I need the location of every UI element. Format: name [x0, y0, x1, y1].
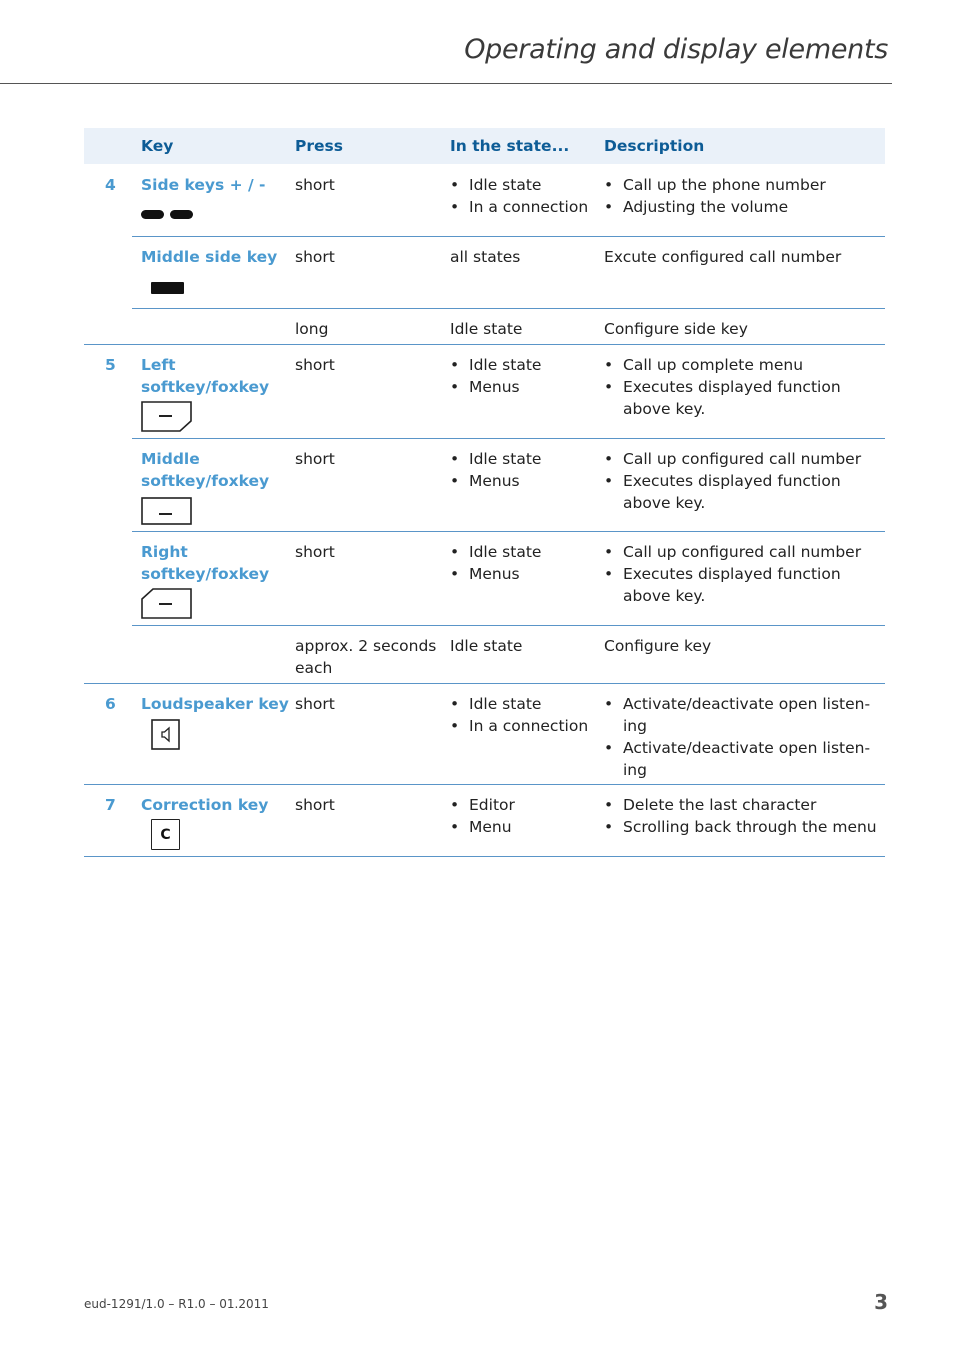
row-number: 5	[105, 356, 116, 374]
state-item: • Idle state	[450, 693, 600, 715]
press-type: approx. 2 seconds each	[295, 637, 437, 677]
description-list	[604, 354, 844, 420]
header-key: Key	[141, 137, 174, 155]
table-row	[84, 344, 885, 438]
state-list	[450, 448, 600, 492]
state-text: Idle state	[450, 637, 523, 655]
description-list	[604, 794, 884, 838]
loudspeaker-icon	[151, 719, 180, 750]
description-text: Configure side key	[604, 320, 748, 338]
table-row	[84, 236, 885, 308]
header-description: Description	[604, 137, 705, 155]
description-list	[604, 541, 874, 607]
state-text: Idle state	[450, 320, 523, 338]
state-item: • Idle state	[450, 174, 600, 196]
table-bottom-rule	[84, 856, 885, 857]
key-name: Left softkey/foxkey	[141, 356, 270, 396]
key-name: Right softkey/foxkey	[141, 543, 270, 583]
table-row	[84, 784, 885, 856]
table-row	[84, 164, 885, 236]
state-item: • Menus	[450, 470, 600, 492]
description-text: Configure key	[604, 637, 712, 655]
description-item: • Executes displayed function above key.	[604, 470, 843, 514]
press-type: short	[295, 450, 335, 468]
state-list	[450, 541, 600, 585]
table-row	[84, 438, 885, 531]
press-type: short	[295, 796, 335, 814]
description-item: • Executes displayed function above key.	[604, 563, 843, 607]
description-item: • Adjusting the volume	[604, 196, 884, 218]
description-item: • Delete the last character	[604, 794, 884, 816]
state-item: • Idle state	[450, 541, 600, 563]
press-type: short	[295, 176, 335, 194]
description-list	[604, 174, 884, 218]
state-item: • Editor	[450, 794, 600, 816]
state-item: • Menu	[450, 816, 600, 838]
state-item: • In a connection	[450, 715, 600, 737]
description-item: • Call up the phone number	[604, 174, 884, 196]
row-number: 4	[105, 176, 116, 194]
press-type: short	[295, 543, 335, 561]
left-softkey-icon	[141, 401, 192, 432]
state-list	[450, 354, 600, 398]
correction-key-icon: C	[151, 819, 180, 850]
header-press: Press	[295, 137, 343, 155]
key-name: Correction key	[141, 796, 269, 814]
table-header	[84, 128, 885, 164]
table-row	[84, 308, 885, 344]
middle-side-key-icon	[151, 282, 184, 294]
state-item: • Menus	[450, 376, 600, 398]
description-item: • Executes displayed function above key.	[604, 376, 844, 420]
middle-softkey-icon	[141, 497, 192, 525]
description-item: • Call up configured call number	[604, 448, 874, 470]
description-item: • Call up complete menu	[604, 354, 844, 376]
side-keys-icon	[141, 210, 199, 219]
state-list	[450, 174, 600, 218]
row-number: 7	[105, 796, 116, 814]
row-number: 6	[105, 695, 116, 713]
key-name: Side keys + / -	[141, 176, 266, 194]
state-item: • Idle state	[450, 354, 600, 376]
state-list	[450, 693, 600, 737]
press-type: short	[295, 695, 335, 713]
title-rule	[0, 83, 892, 84]
header-state: In the state...	[450, 137, 570, 155]
press-type: long	[295, 320, 329, 338]
description-item: • Activate/deactivate open listen-ing	[604, 737, 874, 781]
description-list	[604, 693, 874, 781]
state-item: • Idle state	[450, 448, 600, 470]
description-item: • Scrolling back through the menu	[604, 816, 884, 838]
state-item: • Menus	[450, 563, 600, 585]
key-name: Middle softkey/foxkey	[141, 450, 270, 490]
key-name: Loudspeaker key	[141, 695, 289, 713]
page-title: Operating and display elements	[464, 34, 888, 65]
description-text: Excute configured call number	[604, 248, 842, 266]
table-row	[84, 683, 885, 784]
table-row	[84, 531, 885, 625]
key-name: Middle side key	[141, 248, 278, 266]
press-type: short	[295, 356, 335, 374]
state-item: • In a connection	[450, 196, 600, 218]
page-number: 3	[874, 1290, 888, 1314]
state-list	[450, 794, 600, 838]
description-item: • Activate/deactivate open listen-ing	[604, 693, 874, 737]
footer-doc-id: eud-1291/1.0 – R1.0 – 01.2011	[84, 1297, 269, 1311]
table-row	[84, 625, 885, 683]
description-list	[604, 448, 874, 514]
description-item: • Call up configured call number	[604, 541, 874, 563]
press-type: short	[295, 248, 335, 266]
state-text: all states	[450, 248, 521, 266]
right-softkey-icon	[141, 588, 192, 619]
